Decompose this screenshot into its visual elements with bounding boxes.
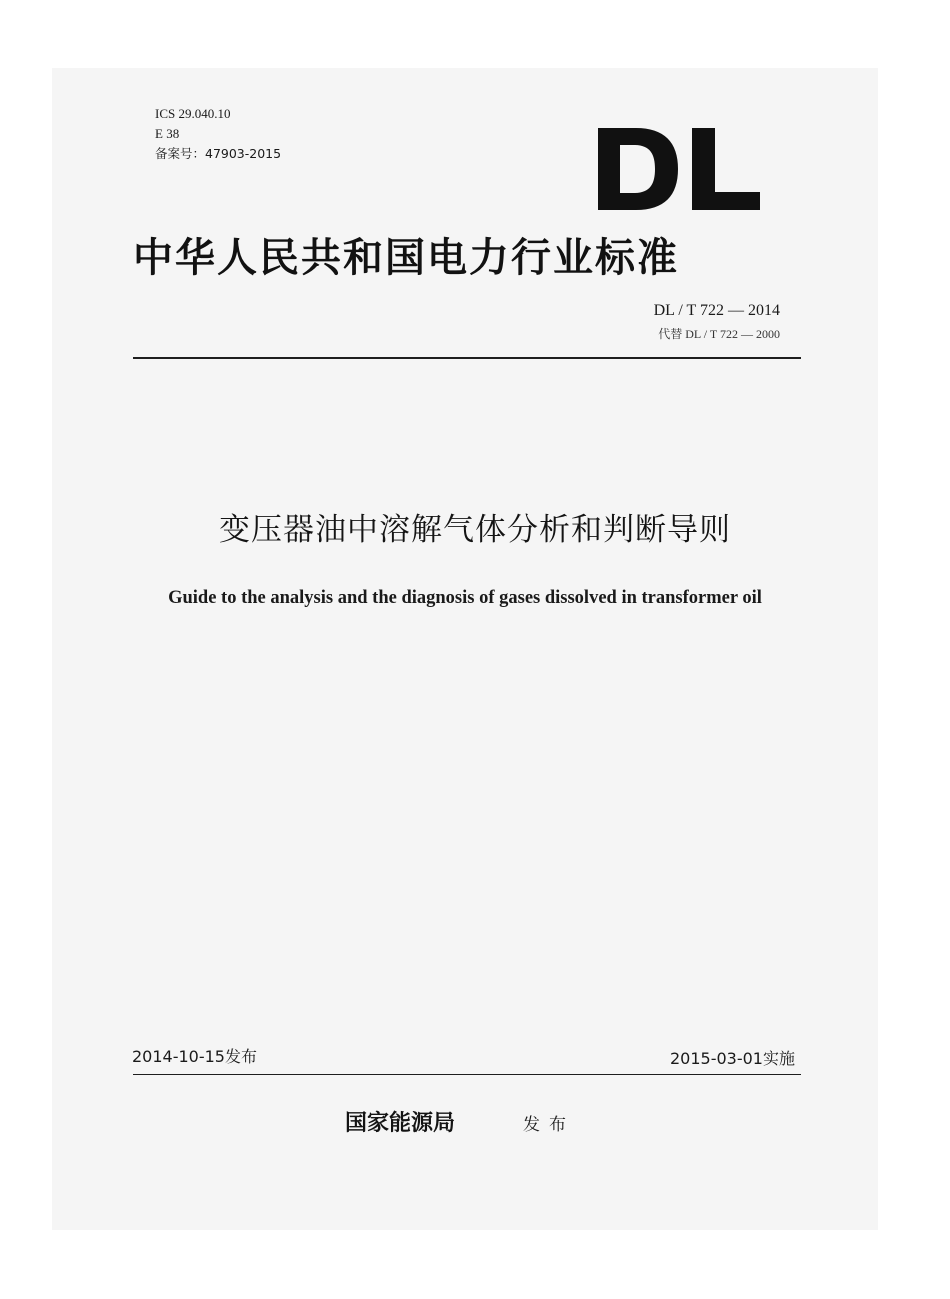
implementation-date: 2015-03-01实施: [670, 1049, 795, 1068]
dl-logo: [598, 128, 760, 215]
document-title-chinese: 变压器油中溶解气体分析和判断导则: [219, 512, 731, 548]
issuing-authority: 国家能源局: [345, 1110, 456, 1136]
issue-date: 2014-10-15发布: [132, 1047, 257, 1066]
header-divider: [133, 357, 801, 359]
standard-number: DL / T 722 — 2014: [653, 302, 780, 319]
dl-logo-graphic: [598, 128, 760, 210]
classification-code: E 38: [155, 126, 180, 141]
record-number: 备案号：47903-2015: [155, 146, 282, 161]
footer-divider: [133, 1074, 801, 1075]
industry-standard-title: 中华人民共和国电力行业标准: [133, 234, 679, 281]
ics-code: ICS 29.040.10: [155, 106, 231, 121]
replaced-standard: 代替 DL / T 722 — 2000: [658, 327, 780, 341]
issuing-action: 发布: [523, 1115, 575, 1135]
document-title-english: Guide to the analysis and the diagnosis of gases dissolved in transformer oil: [168, 588, 762, 608]
document-metadata: [155, 104, 281, 164]
